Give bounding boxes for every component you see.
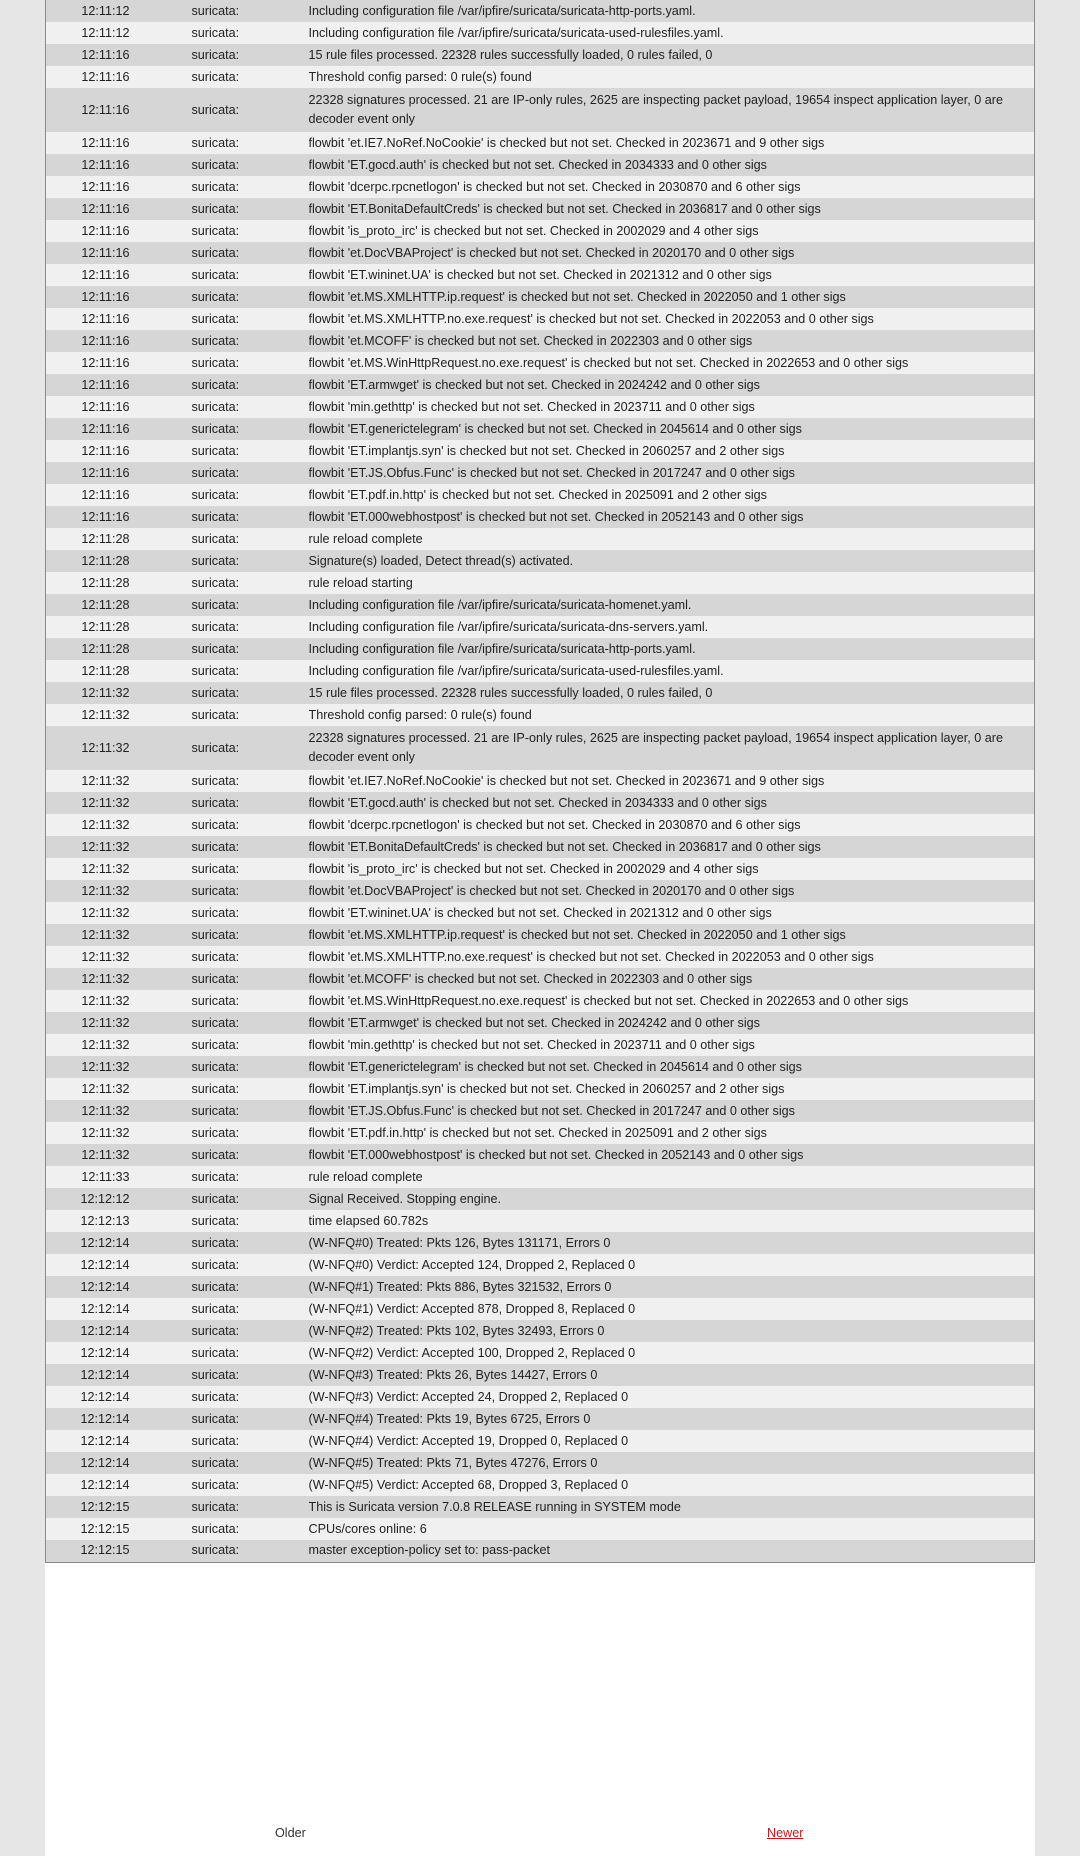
log-message: Signal Received. Stopping engine. [308, 1191, 502, 1206]
log-source: suricata: [191, 1037, 240, 1052]
log-source: suricata: [191, 993, 240, 1008]
log-time: 12:11:33 [81, 1169, 130, 1184]
log-time: 12:12:14 [80, 1257, 130, 1272]
log-time: 12:12:14 [80, 1367, 130, 1382]
log-time: 12:11:16 [81, 245, 130, 260]
log-message: flowbit 'et.MS.WinHttpRequest.no.exe.request' is checked but not set. Checked in 2022653 and 0 other sigs [308, 993, 909, 1008]
log-page [45, 0, 1035, 1856]
log-source: suricata: [191, 1301, 240, 1316]
log-source: suricata: [191, 465, 240, 480]
log-row [46, 1342, 1035, 1364]
log-source: suricata: [191, 1147, 240, 1162]
log-source: suricata: [191, 1015, 240, 1030]
log-row [46, 1100, 1035, 1122]
log-row [46, 1166, 1035, 1188]
log-time: 12:11:32 [81, 795, 130, 810]
log-message: rule reload complete [308, 531, 423, 546]
log-time: 12:11:28 [81, 575, 130, 590]
log-time: 12:11:16 [81, 421, 130, 436]
log-source: suricata: [191, 135, 240, 150]
log-message: flowbit 'ET.generictelegram' is checked but not set. Checked in 2045614 and 0 other sigs [308, 421, 802, 436]
log-row [46, 946, 1035, 968]
log-row [46, 396, 1035, 418]
log-time: 12:12:12 [80, 1191, 130, 1206]
log-source: suricata: [191, 1059, 240, 1074]
log-row [46, 1012, 1035, 1034]
log-row [46, 1298, 1035, 1320]
log-row [46, 374, 1035, 396]
log-source: suricata: [191, 773, 240, 788]
log-row [46, 1254, 1035, 1276]
log-source: suricata: [191, 102, 240, 117]
log-row [46, 1276, 1035, 1298]
log-row [46, 1430, 1035, 1452]
log-source: suricata: [191, 1191, 240, 1206]
log-time: 12:11:16 [81, 333, 130, 348]
log-message: 22328 signatures processed. 21 are IP-only rules, 2625 are inspecting packet payload, 19654 inspect application layer, 0 are decoder event only [308, 731, 1004, 764]
log-message: flowbit 'dcerpc.rpcnetlogon' is checked but not set. Checked in 2030870 and 6 other sigs [308, 179, 801, 194]
log-row [46, 836, 1035, 858]
log-message: flowbit 'ET.implantjs.syn' is checked but not set. Checked in 2060257 and 2 other sigs [308, 443, 785, 458]
log-row [46, 440, 1035, 462]
log-source: suricata: [191, 157, 240, 172]
log-message: Including configuration file /var/ipfire/suricata/suricata-dns-servers.yaml. [308, 619, 709, 634]
log-row [46, 1232, 1035, 1254]
log-message: Including configuration file /var/ipfire/suricata/suricata-http-ports.yaml. [308, 641, 696, 656]
log-time: 12:12:15 [80, 1543, 130, 1558]
log-source: suricata: [191, 487, 240, 502]
log-time: 12:11:32 [81, 927, 130, 942]
log-time: 12:11:32 [81, 993, 130, 1008]
log-source: suricata: [191, 201, 240, 216]
log-message: flowbit 'ET.wininet.UA' is checked but not set. Checked in 2021312 and 0 other sigs [308, 267, 772, 282]
log-time: 12:11:28 [81, 597, 130, 612]
log-message: (W-NFQ#4) Treated: Pkts 19, Bytes 6725, Errors 0 [308, 1411, 591, 1426]
log-row [46, 154, 1035, 176]
log-source: suricata: [191, 399, 240, 414]
log-message: This is Suricata version 7.0.8 RELEASE running in SYSTEM mode [308, 1499, 681, 1514]
log-source: suricata: [191, 421, 240, 436]
log-time: 12:11:32 [81, 1059, 130, 1074]
pagination [45, 1817, 1035, 1847]
log-message: Including configuration file /var/ipfire/suricata/suricata-used-rulesfiles.yaml. [308, 663, 724, 678]
log-source: suricata: [191, 1279, 240, 1294]
log-row [46, 792, 1035, 814]
log-time: 12:11:16 [81, 509, 130, 524]
log-message: flowbit 'ET.armwget' is checked but not set. Checked in 2024242 and 0 other sigs [308, 1015, 760, 1030]
log-source: suricata: [191, 707, 240, 722]
log-time: 12:11:16 [81, 267, 130, 282]
log-time: 12:11:32 [81, 949, 130, 964]
log-row [46, 88, 1035, 132]
log-message: flowbit 'ET.BonitaDefaultCreds' is checked but not set. Checked in 2036817 and 0 other sigs [308, 839, 821, 854]
log-row [46, 1540, 1035, 1562]
log-time: 12:12:14 [80, 1301, 130, 1316]
log-source: suricata: [191, 3, 240, 18]
log-message: flowbit 'ET.armwget' is checked but not set. Checked in 2024242 and 0 other sigs [308, 377, 760, 392]
log-source: suricata: [191, 949, 240, 964]
log-time: 12:11:28 [81, 531, 130, 546]
log-time: 12:12:14 [80, 1411, 130, 1426]
log-message: flowbit 'ET.pdf.in.http' is checked but not set. Checked in 2025091 and 2 other sigs [308, 487, 767, 502]
log-row [46, 968, 1035, 990]
log-message: flowbit 'et.MCOFF' is checked but not set. Checked in 2022303 and 0 other sigs [308, 333, 753, 348]
log-time: 12:11:32 [81, 707, 130, 722]
log-time: 12:11:32 [81, 861, 130, 876]
log-row [46, 1408, 1035, 1430]
log-row [46, 1056, 1035, 1078]
log-source: suricata: [191, 1257, 240, 1272]
log-time: 12:11:28 [81, 663, 130, 678]
log-source: suricata: [191, 861, 240, 876]
log-row [46, 880, 1035, 902]
log-source: suricata: [191, 1521, 240, 1536]
log-message: flowbit 'et.IE7.NoRef.NoCookie' is checked but not set. Checked in 2023671 and 9 other sigs [308, 773, 825, 788]
log-source: suricata: [191, 883, 240, 898]
log-message: flowbit 'ET.wininet.UA' is checked but not set. Checked in 2021312 and 0 other sigs [308, 905, 772, 920]
log-row [46, 616, 1035, 638]
log-source: suricata: [191, 179, 240, 194]
newer-link[interactable]: Newer [767, 1826, 804, 1840]
log-source: suricata: [191, 685, 240, 700]
log-row [46, 132, 1035, 154]
log-message: (W-NFQ#2) Verdict: Accepted 100, Dropped 2, Replaced 0 [308, 1345, 636, 1360]
log-message: Including configuration file /var/ipfire/suricata/suricata-http-ports.yaml. [308, 3, 696, 18]
log-time: 12:11:28 [81, 553, 130, 568]
log-time: 12:12:14 [80, 1433, 130, 1448]
log-time: 12:11:12 [81, 3, 130, 18]
log-row [46, 506, 1035, 528]
log-time: 12:12:14 [80, 1389, 130, 1404]
log-message: Including configuration file /var/ipfire/suricata/suricata-homenet.yaml. [308, 597, 692, 612]
log-source: suricata: [191, 1499, 240, 1514]
log-time: 12:11:16 [81, 289, 130, 304]
log-source: suricata: [191, 1411, 240, 1426]
log-row [46, 44, 1035, 66]
log-source: suricata: [191, 25, 240, 40]
log-row [46, 462, 1035, 484]
log-message: (W-NFQ#2) Treated: Pkts 102, Bytes 32493, Errors 0 [308, 1323, 605, 1338]
log-message: (W-NFQ#3) Treated: Pkts 26, Bytes 14427, Errors 0 [308, 1367, 598, 1382]
log-row [46, 1496, 1035, 1518]
log-time: 12:12:14 [80, 1235, 130, 1250]
log-message: flowbit 'ET.generictelegram' is checked but not set. Checked in 2045614 and 0 other sigs [308, 1059, 802, 1074]
log-row [46, 198, 1035, 220]
log-message: master exception-policy set to: pass-packet [308, 1543, 550, 1558]
log-message: flowbit 'et.MS.XMLHTTP.no.exe.request' is checked but not set. Checked in 2022053 and 0 other sigs [308, 949, 874, 964]
log-row [46, 1034, 1035, 1056]
log-message: flowbit 'ET.implantjs.syn' is checked but not set. Checked in 2060257 and 2 other sigs [308, 1081, 785, 1096]
log-source: suricata: [191, 663, 240, 678]
log-time: 12:11:32 [81, 883, 130, 898]
log-source: suricata: [191, 509, 240, 524]
log-row [46, 66, 1035, 88]
log-time: 12:11:32 [81, 1037, 130, 1052]
log-time: 12:11:32 [81, 1081, 130, 1096]
log-table-body [46, 0, 1035, 1562]
log-row [46, 1320, 1035, 1342]
log-row [46, 572, 1035, 594]
log-message: Threshold config parsed: 0 rule(s) found [308, 69, 532, 84]
log-source: suricata: [191, 927, 240, 942]
log-message: flowbit 'et.IE7.NoRef.NoCookie' is checked but not set. Checked in 2023671 and 9 other sigs [308, 135, 825, 150]
log-source: suricata: [191, 553, 240, 568]
log-message: flowbit 'et.MS.XMLHTTP.no.exe.request' is checked but not set. Checked in 2022053 and 0 other sigs [308, 311, 874, 326]
log-message: flowbit 'ET.gocd.auth' is checked but not set. Checked in 2034333 and 0 other sigs [308, 795, 767, 810]
log-row [46, 902, 1035, 924]
log-row [46, 418, 1035, 440]
log-message: flowbit 'et.MCOFF' is checked but not set. Checked in 2022303 and 0 other sigs [308, 971, 753, 986]
log-row [46, 704, 1035, 726]
log-source: suricata: [191, 223, 240, 238]
log-row [46, 286, 1035, 308]
log-row [46, 1144, 1035, 1166]
log-row [46, 1210, 1035, 1232]
log-table [45, 0, 1035, 1563]
log-row [46, 660, 1035, 682]
log-source: suricata: [191, 333, 240, 348]
log-row [46, 858, 1035, 880]
log-time: 12:11:32 [81, 1103, 130, 1118]
log-time: 12:11:32 [81, 905, 130, 920]
log-source: suricata: [191, 47, 240, 62]
log-message: flowbit 'ET.JS.Obfus.Func' is checked but not set. Checked in 2017247 and 0 other sigs [308, 1103, 795, 1118]
log-time: 12:12:13 [80, 1213, 130, 1228]
log-message: flowbit 'et.MS.XMLHTTP.ip.request' is checked but not set. Checked in 2022050 and 1 other sigs [308, 927, 846, 942]
log-source: suricata: [191, 1367, 240, 1382]
log-message: (W-NFQ#1) Verdict: Accepted 878, Dropped 8, Replaced 0 [308, 1301, 636, 1316]
log-time: 12:11:16 [81, 399, 130, 414]
log-message: CPUs/cores online: 6 [308, 1521, 427, 1536]
log-message: flowbit 'et.MS.XMLHTTP.ip.request' is checked but not set. Checked in 2022050 and 1 other sigs [308, 289, 846, 304]
log-row [46, 924, 1035, 946]
log-message: flowbit 'ET.JS.Obfus.Func' is checked but not set. Checked in 2017247 and 0 other sigs [308, 465, 795, 480]
log-row [46, 528, 1035, 550]
log-source: suricata: [191, 245, 240, 260]
log-message: flowbit 'ET.000webhostpost' is checked but not set. Checked in 2052143 and 0 other sigs [308, 509, 804, 524]
log-time: 12:11:16 [81, 311, 130, 326]
log-message: flowbit 'et.DocVBAProject' is checked but not set. Checked in 2020170 and 0 other sigs [308, 245, 795, 260]
log-row [46, 1122, 1035, 1144]
log-time: 12:11:16 [81, 102, 130, 117]
log-row [46, 308, 1035, 330]
log-message: 15 rule files processed. 22328 rules successfully loaded, 0 rules failed, 0 [308, 47, 713, 62]
log-message: 22328 signatures processed. 21 are IP-only rules, 2625 are inspecting packet payload, 19654 inspect application layer, 0 are decoder event only [308, 93, 1004, 126]
log-message: flowbit 'ET.BonitaDefaultCreds' is checked but not set. Checked in 2036817 and 0 other sigs [308, 201, 821, 216]
log-row [46, 1518, 1035, 1540]
log-row [46, 484, 1035, 506]
log-source: suricata: [191, 443, 240, 458]
log-time: 12:11:12 [81, 25, 130, 40]
log-row [46, 594, 1035, 616]
log-row [46, 242, 1035, 264]
log-source: suricata: [191, 1169, 240, 1184]
log-message: flowbit 'ET.pdf.in.http' is checked but not set. Checked in 2025091 and 2 other sigs [308, 1125, 767, 1140]
log-row [46, 682, 1035, 704]
log-message: flowbit 'et.MS.WinHttpRequest.no.exe.request' is checked but not set. Checked in 2022653 and 0 other sigs [308, 355, 909, 370]
log-time: 12:11:32 [81, 773, 130, 788]
log-time: 12:11:16 [81, 69, 130, 84]
log-message: Including configuration file /var/ipfire/suricata/suricata-used-rulesfiles.yaml. [308, 25, 724, 40]
log-row [46, 1474, 1035, 1496]
log-message: flowbit 'et.DocVBAProject' is checked but not set. Checked in 2020170 and 0 other sigs [308, 883, 795, 898]
log-time: 12:11:16 [81, 487, 130, 502]
log-message: rule reload complete [308, 1169, 423, 1184]
log-row [46, 176, 1035, 198]
log-message: flowbit 'dcerpc.rpcnetlogon' is checked but not set. Checked in 2030870 and 6 other sigs [308, 817, 801, 832]
log-source: suricata: [191, 377, 240, 392]
log-message: Threshold config parsed: 0 rule(s) found [308, 707, 532, 722]
log-source: suricata: [191, 597, 240, 612]
log-row [46, 0, 1035, 22]
log-time: 12:11:32 [81, 1015, 130, 1030]
log-time: 12:11:32 [81, 1125, 130, 1140]
log-time: 12:11:16 [81, 135, 130, 150]
log-time: 12:12:15 [80, 1499, 130, 1514]
log-message: flowbit 'ET.gocd.auth' is checked but not set. Checked in 2034333 and 0 other sigs [308, 157, 767, 172]
log-source: suricata: [191, 1103, 240, 1118]
log-source: suricata: [191, 1433, 240, 1448]
log-message: flowbit 'ET.000webhostpost' is checked but not set. Checked in 2052143 and 0 other sigs [308, 1147, 804, 1162]
log-source: suricata: [191, 311, 240, 326]
log-message: flowbit 'is_proto_irc' is checked but not set. Checked in 2002029 and 4 other sigs [308, 223, 759, 238]
log-message: (W-NFQ#5) Verdict: Accepted 68, Dropped 3, Replaced 0 [308, 1477, 629, 1492]
log-time: 12:12:14 [80, 1477, 130, 1492]
log-time: 12:12:14 [80, 1323, 130, 1338]
log-time: 12:11:16 [81, 179, 130, 194]
log-source: suricata: [191, 289, 240, 304]
log-row [46, 1364, 1035, 1386]
log-source: suricata: [191, 267, 240, 282]
log-row [46, 330, 1035, 352]
log-row [46, 770, 1035, 792]
log-row [46, 22, 1035, 44]
log-row [46, 638, 1035, 660]
log-message: flowbit 'min.gethttp' is checked but not set. Checked in 2023711 and 0 other sigs [308, 399, 755, 414]
log-row [46, 1078, 1035, 1100]
log-message: flowbit 'min.gethttp' is checked but not set. Checked in 2023711 and 0 other sigs [308, 1037, 755, 1052]
log-message: time elapsed 60.782s [308, 1213, 429, 1228]
log-message: rule reload starting [308, 575, 413, 590]
log-time: 12:11:16 [81, 201, 130, 216]
log-row [46, 264, 1035, 286]
log-time: 12:11:32 [81, 839, 130, 854]
log-time: 12:12:14 [80, 1279, 130, 1294]
log-message: (W-NFQ#5) Treated: Pkts 71, Bytes 47276, Errors 0 [308, 1455, 598, 1470]
log-message: (W-NFQ#1) Treated: Pkts 886, Bytes 321532, Errors 0 [308, 1279, 612, 1294]
log-message: 15 rule files processed. 22328 rules successfully loaded, 0 rules failed, 0 [308, 685, 713, 700]
log-message: (W-NFQ#0) Verdict: Accepted 124, Dropped 2, Replaced 0 [308, 1257, 636, 1272]
log-source: suricata: [191, 1389, 240, 1404]
log-time: 12:11:32 [81, 971, 130, 986]
log-row [46, 352, 1035, 374]
log-source: suricata: [191, 619, 240, 634]
log-time: 12:11:32 [81, 740, 130, 755]
log-row [46, 1452, 1035, 1474]
log-time: 12:11:16 [81, 223, 130, 238]
log-source: suricata: [191, 817, 240, 832]
log-source: suricata: [191, 355, 240, 370]
log-row [46, 814, 1035, 836]
log-source: suricata: [191, 839, 240, 854]
log-time: 12:11:16 [81, 377, 130, 392]
log-row [46, 726, 1035, 770]
log-source: suricata: [191, 531, 240, 546]
older-label: Older [275, 1826, 306, 1840]
log-time: 12:11:32 [81, 1147, 130, 1162]
log-time: 12:11:16 [81, 157, 130, 172]
log-row [46, 1188, 1035, 1210]
log-time: 12:12:15 [80, 1521, 130, 1536]
log-time: 12:11:28 [81, 619, 130, 634]
log-time: 12:12:14 [80, 1455, 130, 1470]
log-message: flowbit 'is_proto_irc' is checked but not set. Checked in 2002029 and 4 other sigs [308, 861, 759, 876]
log-source: suricata: [191, 1213, 240, 1228]
log-time: 12:11:16 [81, 443, 130, 458]
log-message: Signature(s) loaded, Detect thread(s) activated. [308, 553, 574, 568]
log-time: 12:11:16 [81, 47, 130, 62]
log-source: suricata: [191, 795, 240, 810]
log-source: suricata: [191, 641, 240, 656]
log-source: suricata: [191, 1235, 240, 1250]
log-message: (W-NFQ#0) Treated: Pkts 126, Bytes 131171, Errors 0 [308, 1235, 611, 1250]
log-row [46, 990, 1035, 1012]
log-row [46, 220, 1035, 242]
log-source: suricata: [191, 1345, 240, 1360]
log-time: 12:11:28 [81, 641, 130, 656]
log-source: suricata: [191, 1125, 240, 1140]
log-source: suricata: [191, 971, 240, 986]
log-source: suricata: [191, 1081, 240, 1096]
log-source: suricata: [191, 69, 240, 84]
log-time: 12:12:14 [80, 1345, 130, 1360]
log-source: suricata: [191, 740, 240, 755]
log-time: 12:11:32 [81, 817, 130, 832]
log-source: suricata: [191, 1543, 240, 1558]
log-source: suricata: [191, 575, 240, 590]
log-source: suricata: [191, 1323, 240, 1338]
log-row [46, 1386, 1035, 1408]
log-source: suricata: [191, 1455, 240, 1470]
log-source: suricata: [191, 1477, 240, 1492]
log-time: 12:11:32 [81, 685, 130, 700]
log-message: (W-NFQ#3) Verdict: Accepted 24, Dropped 2, Replaced 0 [308, 1389, 629, 1404]
log-row [46, 550, 1035, 572]
log-message: (W-NFQ#4) Verdict: Accepted 19, Dropped 0, Replaced 0 [308, 1433, 629, 1448]
log-time: 12:11:16 [81, 465, 130, 480]
log-time: 12:11:16 [81, 355, 130, 370]
log-source: suricata: [191, 905, 240, 920]
